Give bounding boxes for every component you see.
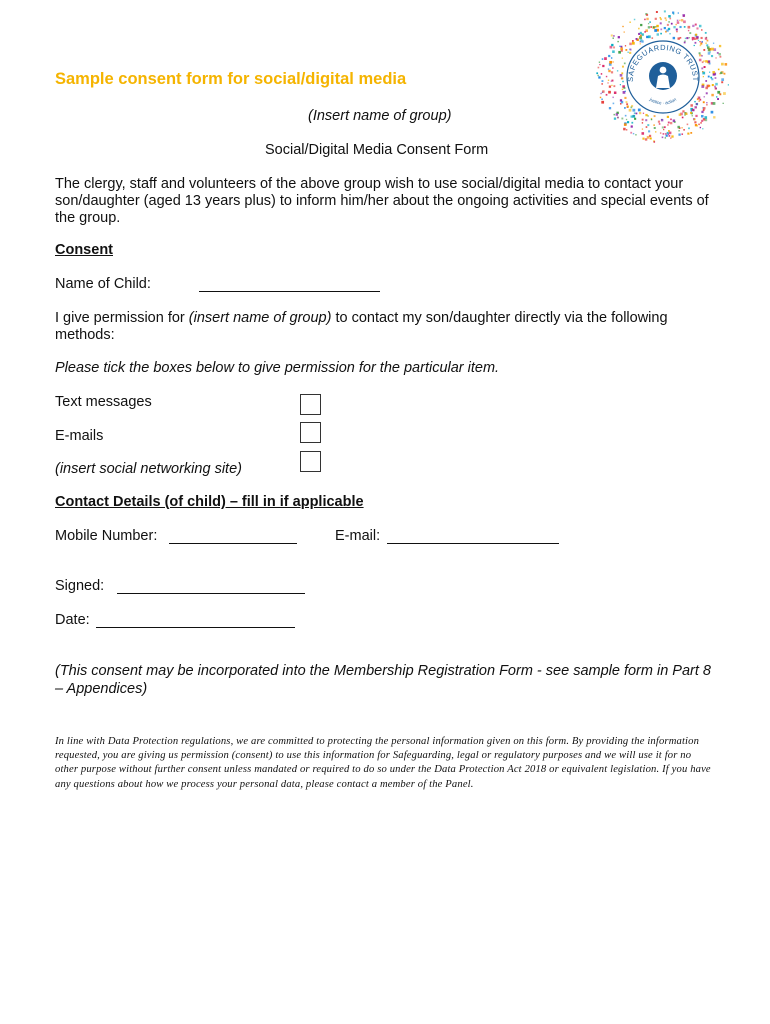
logo-graphic (596, 10, 730, 144)
mobile-number-label: Mobile Number: (55, 528, 158, 544)
method-label-social-site: (insert social networking site) (55, 461, 242, 477)
logo-text-bottom: justice · action (648, 96, 678, 106)
permission-group-placeholder: (insert name of group) (188, 310, 332, 326)
safeguarding-trust-logo (596, 10, 730, 144)
signature-field[interactable] (117, 579, 305, 594)
child-name-label: Name of Child: (55, 276, 151, 292)
child-name-field[interactable] (199, 277, 380, 292)
method-label-emails: E-mails (55, 428, 104, 444)
date-field[interactable] (96, 613, 295, 628)
signed-label: Signed: (55, 578, 105, 594)
person-in-circle-icon (649, 62, 677, 90)
contact-details-heading: Contact Details (of child) – fill in if applicable (55, 494, 364, 510)
social-site-checkbox[interactable] (300, 451, 321, 472)
group-name-placeholder: (Insert name of group) (308, 108, 452, 124)
form-name: Social/Digital Media Consent Form (265, 142, 489, 158)
consent-heading: Consent (55, 242, 113, 258)
permission-text-after: to contact my son/daughter directly via the following methods: (55, 310, 668, 343)
text-messages-checkbox[interactable] (300, 394, 321, 415)
tick-instructions: Please tick the boxes below to give permission for the particular item. (55, 360, 500, 376)
registration-note: (This consent may be incorporated into the Membership Registration Form - see sample form in Part 8 – Appendices) (55, 663, 711, 697)
page-title: Sample consent form for social/digital media (55, 70, 407, 88)
intro-paragraph: The clergy, staff and volunteers of the above group wish to use social/digital media to contact your son/daughter (aged 13 years plus) to inform him/her about the ongoing activities and special events of the group. (55, 176, 709, 226)
email-label: E-mail: (335, 528, 381, 544)
logo-text-top: SAFEGUARDING TRUST (625, 42, 701, 82)
permission-text-before: I give permission for (55, 310, 189, 326)
method-label-text-messages: Text messages (55, 394, 152, 410)
data-protection-disclaimer: In line with Data Protection regulations, we are committed to protecting the personal information given on this form. By providing the information requested, you are giving us permission (consent) to use this information for Safeguarding, legal or regulatory purposes and we will use it for no other purpose without further consent unless mandated or required to do so under the Data Protection Act 2018 or equivalent legislation. If you have any questions about how we process your personal data, please contact a member of the Panel. (55, 736, 711, 790)
emails-checkbox[interactable] (300, 422, 321, 443)
mobile-number-field[interactable] (169, 529, 297, 544)
permission-statement (55, 310, 720, 344)
date-label: Date: (55, 612, 90, 628)
email-field[interactable] (387, 529, 559, 544)
